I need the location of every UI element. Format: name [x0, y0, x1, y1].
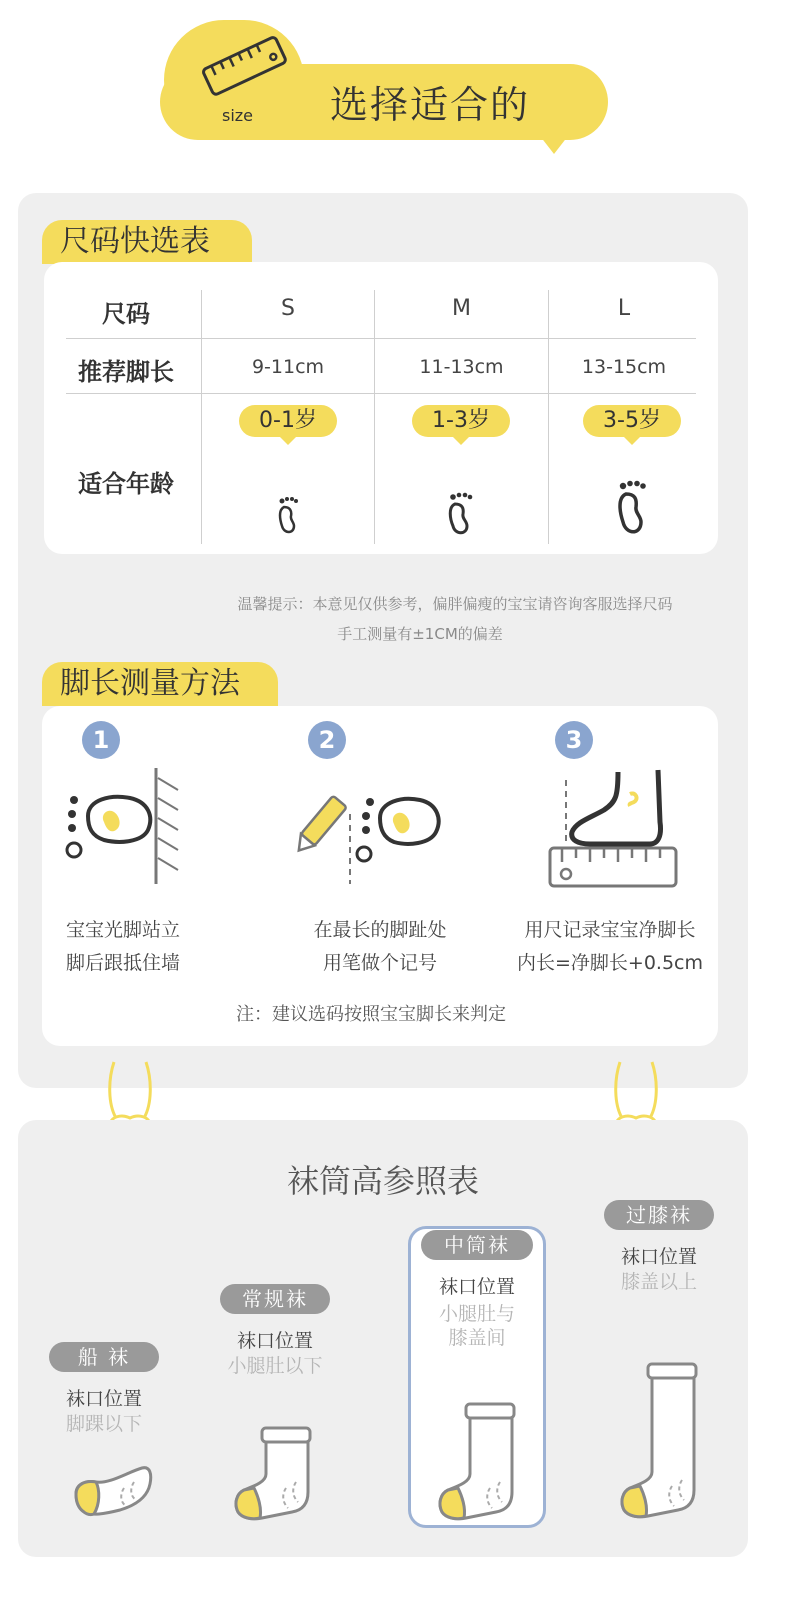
tip-line-2: 手工测量有±1CM的偏差 [337, 625, 503, 643]
measure-tab: 脚长测量方法 [42, 662, 278, 706]
step-number-1: 1 [82, 721, 120, 759]
step-2-text [290, 914, 470, 980]
table-divider [201, 290, 202, 544]
length-m: 11-13cm [419, 356, 504, 378]
quick-table-tab: 尺码快选表 [42, 220, 252, 264]
pen-mark-toe-icon [294, 792, 444, 886]
badge-mid-calf: 中筒袜 [421, 1230, 533, 1260]
regular-sock-icon [232, 1424, 316, 1522]
size-l: L [617, 296, 631, 321]
size-label: size [222, 106, 254, 125]
table-divider [66, 338, 696, 339]
sock-1-line-1: 袜口位置 [65, 1388, 142, 1410]
footprint-large-icon [616, 480, 652, 538]
step-number-3: 3 [555, 721, 593, 759]
length-l: 13-15cm [581, 356, 667, 378]
foot-on-ruler-icon [546, 766, 682, 890]
step-2-line-1: 在最长的脚趾处 [313, 919, 447, 941]
footprint-small-icon [276, 496, 304, 538]
badge-regular: 常规袜 [220, 1284, 330, 1314]
badge-no-show: 船 袜 [49, 1342, 159, 1372]
ruler-icon [196, 30, 292, 100]
age-badge-l: 3-5岁 [583, 405, 681, 437]
sock-1-line-2: 脚踝以下 [65, 1413, 142, 1435]
header-tail [540, 136, 568, 154]
step-1-text [40, 914, 206, 980]
footprint-medium-icon [446, 492, 478, 538]
table-divider [66, 393, 696, 394]
sock-4-line-1: 袜口位置 [620, 1246, 697, 1268]
row-header-foot-length: 推荐脚长 [78, 358, 174, 386]
measure-note: 注：建议选码按照宝宝脚长来判定 [236, 1004, 506, 1025]
age-badge-s: 0-1岁 [239, 405, 337, 437]
step-1-line-2: 脚后跟抵住墙 [65, 952, 180, 974]
row-header-age: 适合年龄 [78, 470, 174, 498]
page-title: 选择适合的 [330, 83, 531, 127]
tip-line-1: 温馨提示：本意见仅供参考，偏胖偏瘦的宝宝请咨询客服选择尺码 [237, 595, 673, 613]
foot-against-wall-icon [60, 764, 190, 888]
table-divider [374, 290, 375, 544]
size-s: S [281, 296, 295, 321]
step-3-line-2: 内长=净脚长+0.5cm [516, 952, 703, 974]
step-3-text [505, 914, 715, 980]
sock-3-line-2: 小腿肚与 [438, 1303, 515, 1325]
sock-height-title: 袜筒高参照表 [286, 1162, 479, 1200]
size-m: M [452, 296, 471, 321]
sock-4-line-2: 膝盖以上 [620, 1271, 697, 1293]
sock-3-line-1: 袜口位置 [438, 1276, 515, 1298]
mid-calf-sock-icon [436, 1400, 520, 1522]
sock-2-line-2: 小腿肚以下 [227, 1355, 323, 1377]
step-1-line-1: 宝宝光脚站立 [65, 919, 180, 941]
sock-2-line-1: 袜口位置 [236, 1330, 313, 1352]
length-s: 9-11cm [251, 356, 325, 378]
step-number-2: 2 [308, 721, 346, 759]
over-knee-sock-icon [618, 1360, 702, 1520]
step-3-line-1: 用尺记录宝宝净脚长 [524, 919, 696, 941]
age-badge-m: 1-3岁 [412, 405, 510, 437]
table-divider [548, 290, 549, 544]
row-header-size: 尺码 [102, 300, 150, 328]
sock-3-line-3: 膝盖间 [448, 1327, 506, 1349]
step-2-line-2: 用笔做个记号 [322, 952, 437, 974]
badge-over-knee: 过膝袜 [604, 1200, 714, 1230]
no-show-sock-icon [70, 1460, 154, 1520]
